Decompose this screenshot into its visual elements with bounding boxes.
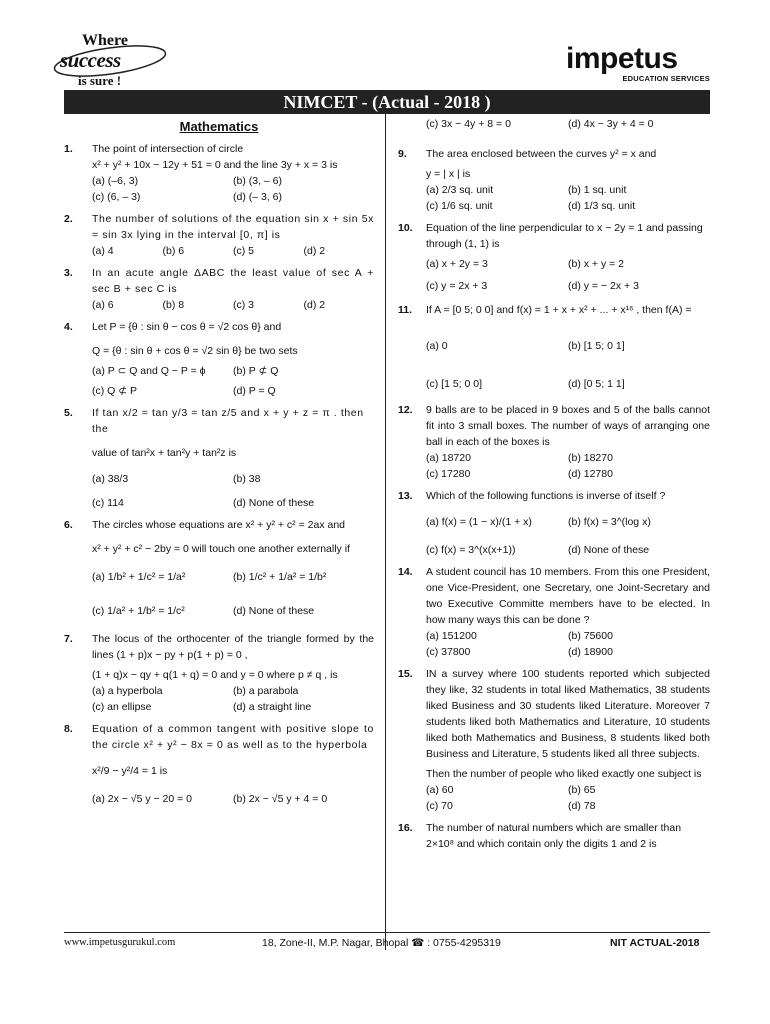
question-4: 4. Let P = {θ : sin θ − cos θ = √2 cos θ} and Q = {θ : sin θ + cos θ = √2 sin θ} be two sets (a) P ⊂ Q and Q − P = ϕ (b) P ⊄ Q (c) Q ⊄ P (d) P = Q xyxy=(64,319,374,399)
options: (a) f(x) = (1 − x)/(1 + x) (b) f(x) = 3^(log x) (c) f(x) = 3^(x(x+1)) (d) None of these xyxy=(426,516,651,556)
options: (a) 0 (b) [1 5; 0 1] (c) [1 5; 0 0] (d) [0 5; 1 1] xyxy=(426,340,625,390)
options: (a) 38/3 (b) 38 (c) 114 (d) None of these xyxy=(92,473,315,509)
footer-address: 18, Zone-II, M.P. Nagar, Bhopal ☎ : 0755-4295319 xyxy=(262,937,501,949)
options: (c) 3x − 4y + 8 = 0 (d) 4x − 3y + 4 = 0 xyxy=(426,118,654,130)
options: (a) P ⊂ Q and Q − P = ϕ (b) P ⊄ Q (c) Q ⊄ P (d) P = Q xyxy=(92,365,279,397)
logo-impetus xyxy=(566,44,716,86)
options: (a) 1/b² + 1/c² = 1/a² (b) 1/c² + 1/a² = 1/b² (c) 1/a² + 1/b² = 1/c² (d) None of these xyxy=(92,571,327,617)
question-10: 10. Equation of the line perpendicular to x − 2y = 1 and passing through (1, 1) is (a) x + 2y = 3 (b) x + y = 2 (c) y = 2x + 3 (d) y = − 2x + 3 xyxy=(398,220,710,294)
options: (a) 2/3 sq. unit (b) 1 sq. unit (c) 1/6 sq. unit (d) 1/3 sq. unit xyxy=(426,184,636,212)
options: (a) (–6, 3) (b) (3, – 6) (c) (6, – 3) (d) (– 3, 6) xyxy=(92,175,283,203)
question-14: 14. A student council has 10 members. From this one President, one Vice-President, one Secretary, one Joint-Secretary and two Executive Committe members have to be elected. In how many ways this can be done ? (a) 151200 (b) 75600 (c) 37800 (d) 18900 xyxy=(398,566,710,658)
question-8: 8. Equation of a common tangent with positive slope to the circle x² + y² − 8x = 0 as well as to the hyperbola x²/9 − y²/4 = 1 is (a) 2x − √5 y − 20 = 0 (b) 2x − √5 y + 4 = 0 xyxy=(64,723,374,805)
question-8-continued xyxy=(398,116,710,132)
logo-success: success xyxy=(60,48,121,72)
footer-website: www.impetusgurukul.com xyxy=(64,937,176,948)
options: (a) 151200 (b) 75600 (c) 37800 (d) 18900 xyxy=(426,630,613,658)
column-divider xyxy=(385,114,386,950)
question-2: 2. The number of solutions of the equation sin x + sin 5x = sin 3x lying in the interval [0, π] is (a) 4 (b) 6 (c) 5 (d) 2 xyxy=(64,213,374,257)
title-banner: NIMCET - (Actual - 2018 ) xyxy=(64,90,710,114)
question-11: 11. If A = [0 5; 0 0] and f(x) = 1 + x + x² + ... + x¹⁶ , then f(A) = (a) 0 (b) [1 5; 0 1] (c) [1 5; 0 0] (d) [0 5; 1 1] xyxy=(398,302,710,392)
options: (a) 2x − √5 y − 20 = 0 (b) 2x − √5 y + 4 = 0 xyxy=(92,793,328,805)
footer-tag: NIT ACTUAL-2018 xyxy=(610,937,700,949)
subject-heading: Mathematics xyxy=(179,119,259,134)
question-12: 12. 9 balls are to be placed in 9 boxes and 5 of the balls cannot fit into 3 small boxes. The number of ways of arranging one ball in each of the boxes is (a) 18720 (b) 18270 (c) 17280 (d) 12780 xyxy=(398,404,710,480)
logo-impetus-name: impetus xyxy=(566,42,678,75)
logo-is-sure: is sure ! xyxy=(78,73,122,88)
options: (a) a hyperbola (b) a parabola (c) an ellipse (d) a straight line xyxy=(92,685,312,713)
logo-where: Where xyxy=(82,32,128,49)
left-column xyxy=(64,116,374,813)
question-9: 9. The area enclosed between the curves y² = x and y = | x | is (a) 2/3 sq. unit (b) 1 sq. unit (c) 1/6 sq. unit (d) 1/3 sq. unit xyxy=(398,146,710,214)
options: (a) 60 (b) 65 (c) 70 (d) 78 xyxy=(426,784,596,812)
question-13: 13. Which of the following functions is inverse of itself ? (a) f(x) = (1 − x)/(1 + x) (b) f(x) = 3^(log x) (c) f(x) = 3^(x(x+1)) (d) None of these xyxy=(398,488,710,558)
question-3: 3. In an acute angle ΔABC the least value of sec A + sec B + sec C is (a) 6 (b) 8 (c) 3 (d) 2 xyxy=(64,267,374,311)
logo-where-success xyxy=(52,32,172,92)
options: (a) 6 (b) 8 (c) 3 (d) 2 xyxy=(92,299,326,311)
footer-rule xyxy=(64,932,710,933)
question-1: 1. The point of intersection of circle x² + y² + 10x − 12y + 51 = 0 and the line 3y + x = 3 is (a) (–6, 3) (b) (3, – 6) (c) (6, – 3) (d) (– 3, 6) xyxy=(64,141,374,205)
question-15: 15. IN a survey where 100 students reported which subjected they like, 32 students in total liked Mathematics, 38 students liked Business and 30 students liked Literature. Moreover 7 students liked both Mathematics and Literature, 10 students liked both Mathematics and Business, 8 students liked both Business and Literature, 5 students liked all three subjects. Then the number of people who liked exactly one subject is (a) 60 (b) 65 (c) 70 (d) 78 xyxy=(398,668,710,812)
right-column xyxy=(398,116,710,858)
question-6: 6. The circles whose equations are x² + y² + c² = 2ax and x² + y² + c² − 2by = 0 will touch one another externally if (a) 1/b² + 1/c² = 1/a² (b) 1/c² + 1/a² = 1/b² (c) 1/a² + 1/b² = 1/c² (d) None of these xyxy=(64,517,374,619)
logo-impetus-sub: EDUCATION SERVICES xyxy=(622,74,710,83)
question-5: 5. If tan x/2 = tan y/3 = tan z/5 and x + y + z = π . then the value of tan²x + tan²y + tan²z is (a) 38/3 (b) 38 (c) 114 (d) None of these xyxy=(64,405,374,511)
question-7: 7. The locus of the orthocenter of the triangle formed by the lines (1 + p)x − py + p(1 + p) = 0 , (1 + q)x − qy + q(1 + q) = 0 and y = 0 where p ≠ q , is (a) a hyperbola (b) a parabola (c) an ellipse (d) a straight line xyxy=(64,633,374,713)
options: (a) 18720 (b) 18270 (c) 17280 (d) 12780 xyxy=(426,452,613,480)
question-16: 16. The number of natural numbers which are smaller than 2×10⁸ and which contain only the digits 1 and 2 is xyxy=(398,822,682,850)
options: (a) 4 (b) 6 (c) 5 (d) 2 xyxy=(92,245,326,257)
options: (a) x + 2y = 3 (b) x + y = 2 (c) y = 2x + 3 (d) y = − 2x + 3 xyxy=(426,258,639,292)
